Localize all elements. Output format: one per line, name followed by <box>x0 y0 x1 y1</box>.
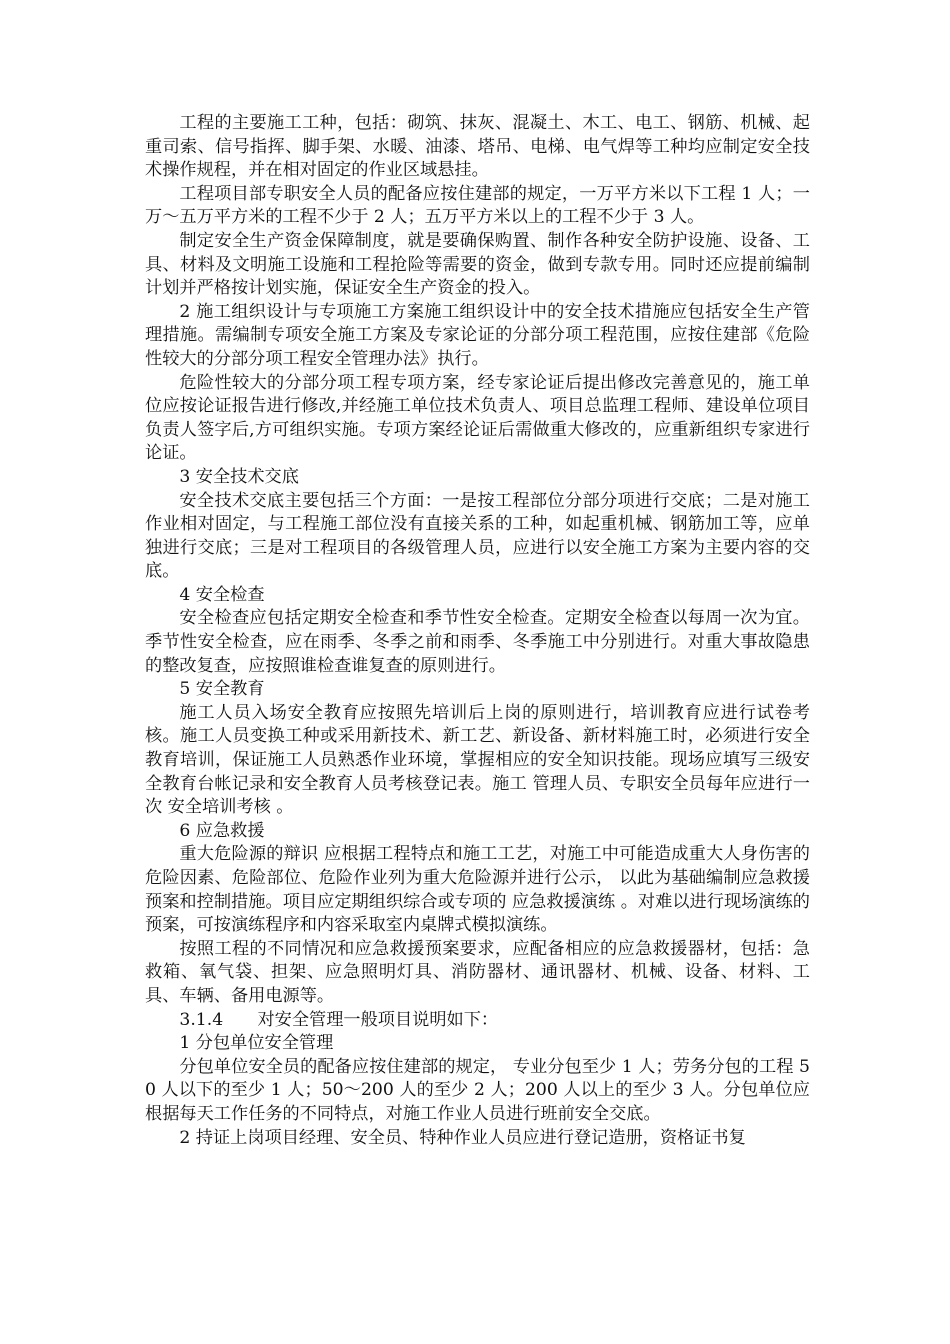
heading-emergency-rescue: 6 应急救援 <box>179 820 265 841</box>
heading-safety-education: 5 安全教育 <box>179 679 265 700</box>
paragraph-safety-education: 施工人员入场安全教育应按照先培训后上岗的原则进行，培训教育应进行试卷考核。施工人员变换工种或采用新技术、新工艺、新设备、新材料施工时，必须进行安全教育培训，保证施工人员熟悉作业环境，掌握相应的安全知识技能。现场应填写三级安全教育台帐记录和安全教育人员考核登记表。施工 管理人员、专职安全员每年应进行一次 安全培训考核 。 <box>145 702 810 818</box>
paragraph-safety-staffing: 工程项目部专职安全人员的配备应按住建部的规定，一万平方米以下工程 1 人；一万～五万平方米的工程不少于 2 人；五万平方米以上的工程不少于 3 人。 <box>145 183 810 228</box>
paragraph-safety-briefing: 安全技术交底主要包括三个方面：一是按工程部位分部分项进行交底；二是对施工作业相对固定，与工程施工部位没有直接关系的工种，如起重机械、钢筋加工等，应单独进行交底；三是对工程项目的各级管理人员，应进行以安全施工方案为主要内容的交底。 <box>145 490 810 582</box>
heading-subcontractor-safety: 1 分包单位安全管理 <box>179 1033 334 1054</box>
paragraph-special-scheme: 危险性较大的分部分项工程专项方案，经专家论证后提出修改完善意见的，施工单位应按论证报告进行修改,并经施工单位技术负责人、项目总监理工程师、建设单位项目负责人签字后,方可组织实施。专项方案经论证后需做重大修改的，应重新组织专家进行论证。 <box>145 372 810 464</box>
paragraph-certified-personnel: 2 持证上岗项目经理、安全员、特种作业人员应进行登记造册，资格证书复 <box>179 1127 746 1148</box>
paragraph-section-3-1-4: 3.1.4 对安全管理一般项目说明如下： <box>179 1009 499 1030</box>
paragraph-safety-funds: 制定安全生产资金保障制度，就是要确保购置、制作各种安全防护设施、设备、工具、材料及文明施工设施和工程抢险等需要的资金，做到专款专用。同时还应提前编制计划并严格按计划实施，保证安全生产资金的投入。 <box>145 230 810 299</box>
paragraph-hazard-identification: 重大危险源的辩识 应根据工程特点和施工工艺，对施工中可能造成重大人身伤害的危险因素、危险部位、危险作业列为重大危险源并进行公示， 以此为基础编制应急救援预案和控制措施。项目应定期组织综合或专项的 应急救援演练 。对难以进行现场演练的预案，可按演练程序和内容采取室内桌牌式模拟演练。 <box>145 844 810 936</box>
heading-safety-briefing: 3 安全技术交底 <box>179 466 299 487</box>
paragraph-subcontractor-safety: 分包单位安全员的配备应按住建部的规定， 专业分包至少 1 人；劳务分包的工程 50 人以下的至少 1 人；50～200 人的至少 2 人；200 人以上的至少 3 人。分包单位应根据每天工作任务的不同特点，对施工作业人员进行班前安全交底。 <box>145 1056 810 1124</box>
document-body <box>145 112 810 1150</box>
paragraph-construction-design: 2 施工组织设计与专项施工方案施工组织设计中的安全技术措施应包括安全生产管理措施。需编制专项安全施工方案及专家论证的分部分项工程范围，应按住建部《危险性较大的分部分项工程安全管理办法》执行。 <box>145 301 810 369</box>
paragraph-work-types: 工程的主要施工工种，包括：砌筑、抹灰、混凝土、木工、电工、钢筋、机械、起重司索、信号指挥、脚手架、水暖、油漆、塔吊、电梯、电气焊等工种均应制定安全技术操作规程，并在相对固定的作业区域悬挂。 <box>145 113 810 181</box>
paragraph-rescue-equipment: 按照工程的不同情况和应急救援预案要求，应配备相应的应急救援器材，包括：急救箱、氧气袋、担架、应急照明灯具、消防器材、通讯器材、机械、设备、材料、工具、车辆、备用电源等。 <box>145 938 810 1006</box>
paragraph-safety-inspection: 安全检查应包括定期安全检查和季节性安全检查。定期安全检查以每周一次为宜。季节性安全检查，应在雨季、冬季之前和雨季、冬季施工中分别进行。对重大事故隐患的整改复查，应按照谁检查谁复查的原则进行。 <box>145 608 810 676</box>
heading-safety-inspection: 4 安全检查 <box>179 584 265 605</box>
